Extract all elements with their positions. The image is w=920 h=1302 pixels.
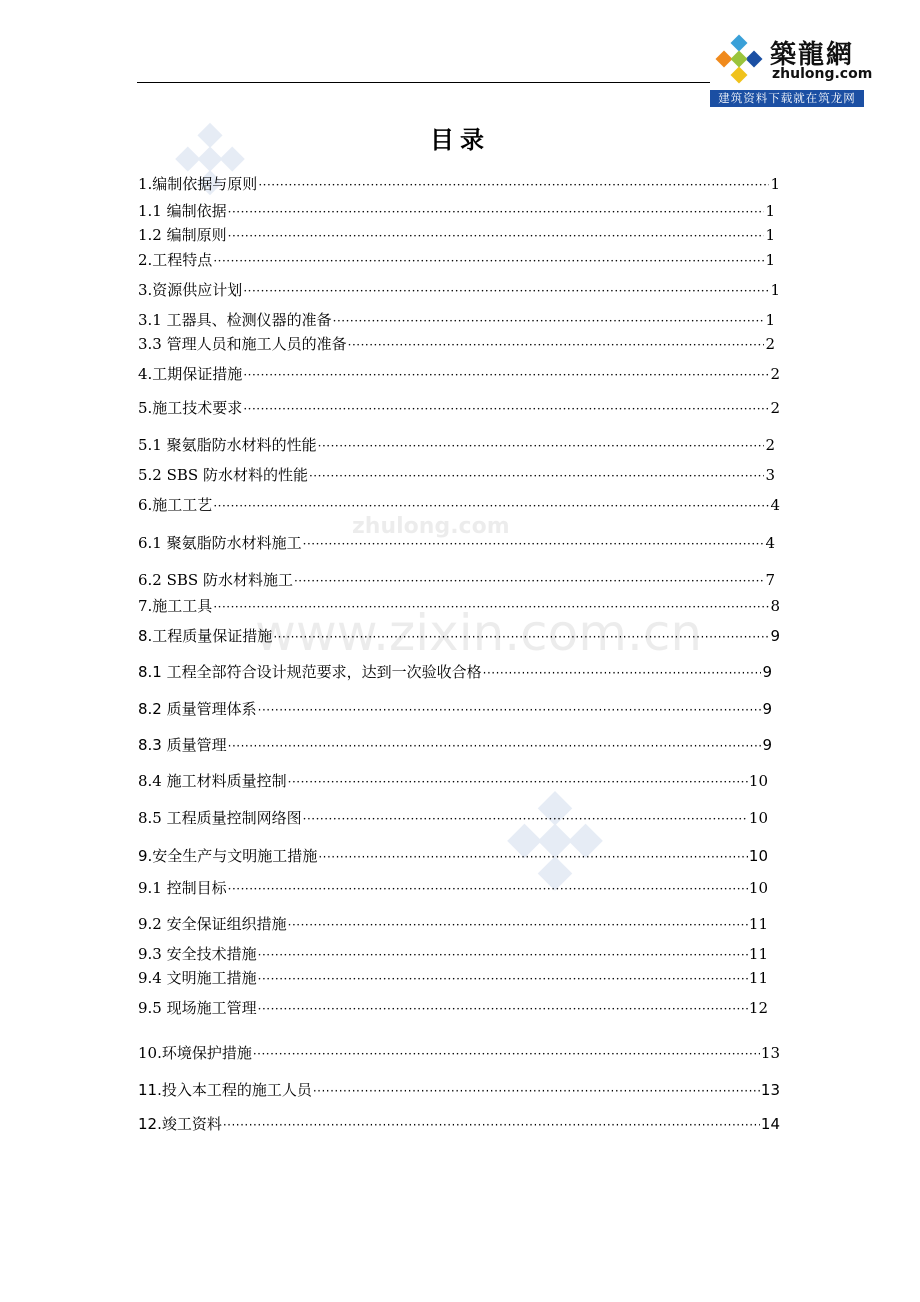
toc-entry-label: 9.2 安全保证组织措施	[138, 915, 287, 933]
toc-entry-label: 9.5 现场施工管理	[138, 999, 257, 1017]
toc-entry-label: 1.1 编制依据	[138, 202, 227, 220]
toc-entry-page: 9	[762, 700, 772, 718]
toc-entry[interactable]	[138, 310, 775, 331]
page-title: 目录	[430, 126, 490, 154]
toc-leader-dots	[228, 202, 765, 222]
toc-entry-label: 9.1 控制目标	[138, 879, 227, 897]
watermark-zixin: www.zixin.com.cn	[255, 604, 703, 662]
toc-entry-label: 12.竣工资料	[138, 1115, 222, 1133]
toc-entry[interactable]	[138, 174, 780, 195]
toc-entry[interactable]	[138, 596, 780, 617]
toc-entry[interactable]	[138, 225, 775, 246]
toc-leader-dots	[303, 809, 748, 829]
toc-entry-label: 8.3 质量管理	[138, 736, 227, 754]
toc-entry-label: 8.2 质量管理体系	[138, 700, 257, 718]
logo-domain: zhulong.com	[772, 66, 873, 82]
toc-entry[interactable]	[138, 735, 772, 756]
toc-entry-page: 11	[748, 915, 768, 933]
toc-entry[interactable]	[138, 495, 780, 516]
toc-entry[interactable]	[138, 398, 780, 419]
toc-entry[interactable]	[138, 771, 768, 792]
toc-entry-page: 1	[765, 226, 775, 244]
toc-entry-page: 1	[765, 251, 775, 269]
toc-leader-dots	[348, 335, 765, 355]
toc-entry[interactable]	[138, 1043, 780, 1064]
toc-leader-dots	[258, 945, 748, 965]
toc-entry-page: 2	[770, 365, 780, 383]
toc-entry-page: 2	[765, 335, 775, 353]
toc-entry-label: 6.施工工艺	[138, 496, 213, 514]
toc-leader-dots	[213, 251, 764, 271]
toc-leader-dots	[318, 847, 748, 867]
toc-entry-label: 4.工期保证措施	[138, 365, 243, 383]
toc-leader-dots	[258, 969, 748, 989]
toc-entry[interactable]	[138, 846, 768, 867]
toc-leader-dots	[223, 1115, 760, 1135]
toc-entry-label: 5.1 聚氨脂防水材料的性能	[138, 436, 317, 454]
toc-entry-label: 8.1 工程全部符合设计规范要求，达到一次验收合格	[138, 663, 482, 681]
toc-entry-page: 7	[765, 571, 775, 589]
toc-entry-label: 3.3 管理人员和施工人员的准备	[138, 335, 347, 353]
toc-entry-label: 10.环境保护措施	[138, 1044, 252, 1062]
toc-leader-dots	[243, 399, 769, 419]
toc-entry-page: 8	[770, 597, 780, 615]
toc-leader-dots	[253, 1044, 760, 1064]
toc-entry[interactable]	[138, 626, 780, 647]
toc-entry-page: 4	[770, 496, 780, 514]
logo-slogan: 建筑资料下载就在筑龙网	[710, 90, 864, 107]
toc-entry-page: 2	[765, 436, 775, 454]
toc-entry-page: 13	[760, 1081, 780, 1099]
toc-leader-dots	[483, 663, 762, 683]
toc-entry-page: 10	[748, 879, 768, 897]
toc-entry[interactable]	[138, 1114, 780, 1135]
toc-entry-page: 12	[748, 999, 768, 1017]
toc-entry-label: 9.3 安全技术措施	[138, 945, 257, 963]
toc-leader-dots	[258, 700, 762, 720]
toc-entry[interactable]	[138, 878, 768, 899]
toc-leader-dots	[303, 534, 765, 554]
toc-entry[interactable]	[138, 998, 768, 1019]
toc-entry-label: 3.资源供应计划	[138, 281, 243, 299]
toc-entry-page: 10	[748, 847, 768, 865]
watermark-zhulong: zhulong.com	[352, 514, 510, 539]
toc-entry[interactable]	[138, 968, 768, 989]
toc-entry-label: 11.投入本工程的施工人员	[138, 1081, 312, 1099]
toc-entry-page: 9	[770, 627, 780, 645]
toc-leader-dots	[243, 365, 769, 385]
toc-entry-page: 1	[765, 311, 775, 329]
toc-entry[interactable]	[138, 1080, 780, 1101]
toc-entry-label: 1.2 编制原则	[138, 226, 227, 244]
toc-entry-page: 14	[760, 1115, 780, 1133]
toc-entry[interactable]	[138, 570, 775, 591]
toc-entry-page: 10	[748, 809, 768, 827]
toc-entry-page: 11	[748, 945, 768, 963]
toc-entry-page: 13	[760, 1044, 780, 1062]
toc-entry[interactable]	[138, 808, 768, 829]
toc-entry[interactable]	[138, 699, 772, 720]
toc-entry[interactable]	[138, 914, 768, 935]
toc-leader-dots	[258, 175, 769, 195]
toc-entry[interactable]	[138, 533, 775, 554]
toc-leader-dots	[288, 915, 748, 935]
toc-leader-dots	[228, 736, 762, 756]
toc-entry-label: 7.施工工具	[138, 597, 213, 615]
toc-entry[interactable]	[138, 364, 780, 385]
toc-leader-dots	[213, 597, 769, 617]
toc-entry-page: 9	[762, 736, 772, 754]
toc-entry[interactable]	[138, 201, 775, 222]
toc-entry-page: 4	[765, 534, 775, 552]
toc-leader-dots	[294, 571, 764, 591]
toc-entry-label: 1.编制依据与原则	[138, 175, 258, 193]
toc-entry-label: 8.工程质量保证措施	[138, 627, 273, 645]
toc-entry-label: 2.工程特点	[138, 251, 213, 269]
toc-entry-page: 1	[770, 281, 780, 299]
toc-entry[interactable]	[138, 465, 775, 486]
toc-entry-page: 3	[765, 466, 775, 484]
toc-entry-label: 8.5 工程质量控制网络图	[138, 809, 302, 827]
toc-leader-dots	[318, 436, 765, 456]
toc-leader-dots	[313, 1081, 760, 1101]
toc-entry-page: 10	[748, 772, 768, 790]
toc-entry-page: 1	[770, 175, 780, 193]
toc-entry-label: 6.2 SBS 防水材料施工	[138, 571, 293, 589]
toc-entry-label: 9.4 文明施工措施	[138, 969, 257, 987]
toc-leader-dots	[228, 879, 748, 899]
toc-entry-page: 9	[762, 663, 772, 681]
toc-entry[interactable]	[138, 662, 772, 683]
toc-entry[interactable]	[138, 280, 780, 301]
toc-entry[interactable]	[138, 250, 775, 271]
toc-leader-dots	[309, 466, 764, 486]
toc-entry[interactable]	[138, 435, 775, 456]
logo-chinese-name: 築龍網	[770, 40, 855, 70]
toc-leader-dots	[228, 226, 765, 246]
toc-entry-page: 11	[748, 969, 768, 987]
toc-entry-label: 6.1 聚氨脂防水材料施工	[138, 534, 302, 552]
toc-entry[interactable]	[138, 944, 768, 965]
toc-entry-page: 2	[770, 399, 780, 417]
toc-leader-dots	[288, 772, 748, 792]
toc-entry-label: 5.施工技术要求	[138, 399, 243, 417]
toc-entry-label: 5.2 SBS 防水材料的性能	[138, 466, 308, 484]
toc-leader-dots	[213, 496, 769, 516]
toc-leader-dots	[258, 999, 748, 1019]
toc-entry-label: 8.4 施工材料质量控制	[138, 772, 287, 790]
toc-entry-label: 9.安全生产与文明施工措施	[138, 847, 318, 865]
toc-entry-label: 3.1 工器具、检测仪器的准备	[138, 311, 332, 329]
toc-leader-dots	[333, 311, 765, 331]
toc-entry-page: 1	[765, 202, 775, 220]
toc-leader-dots	[243, 281, 769, 301]
toc-entry[interactable]	[138, 334, 775, 355]
toc-leader-dots	[273, 627, 769, 647]
